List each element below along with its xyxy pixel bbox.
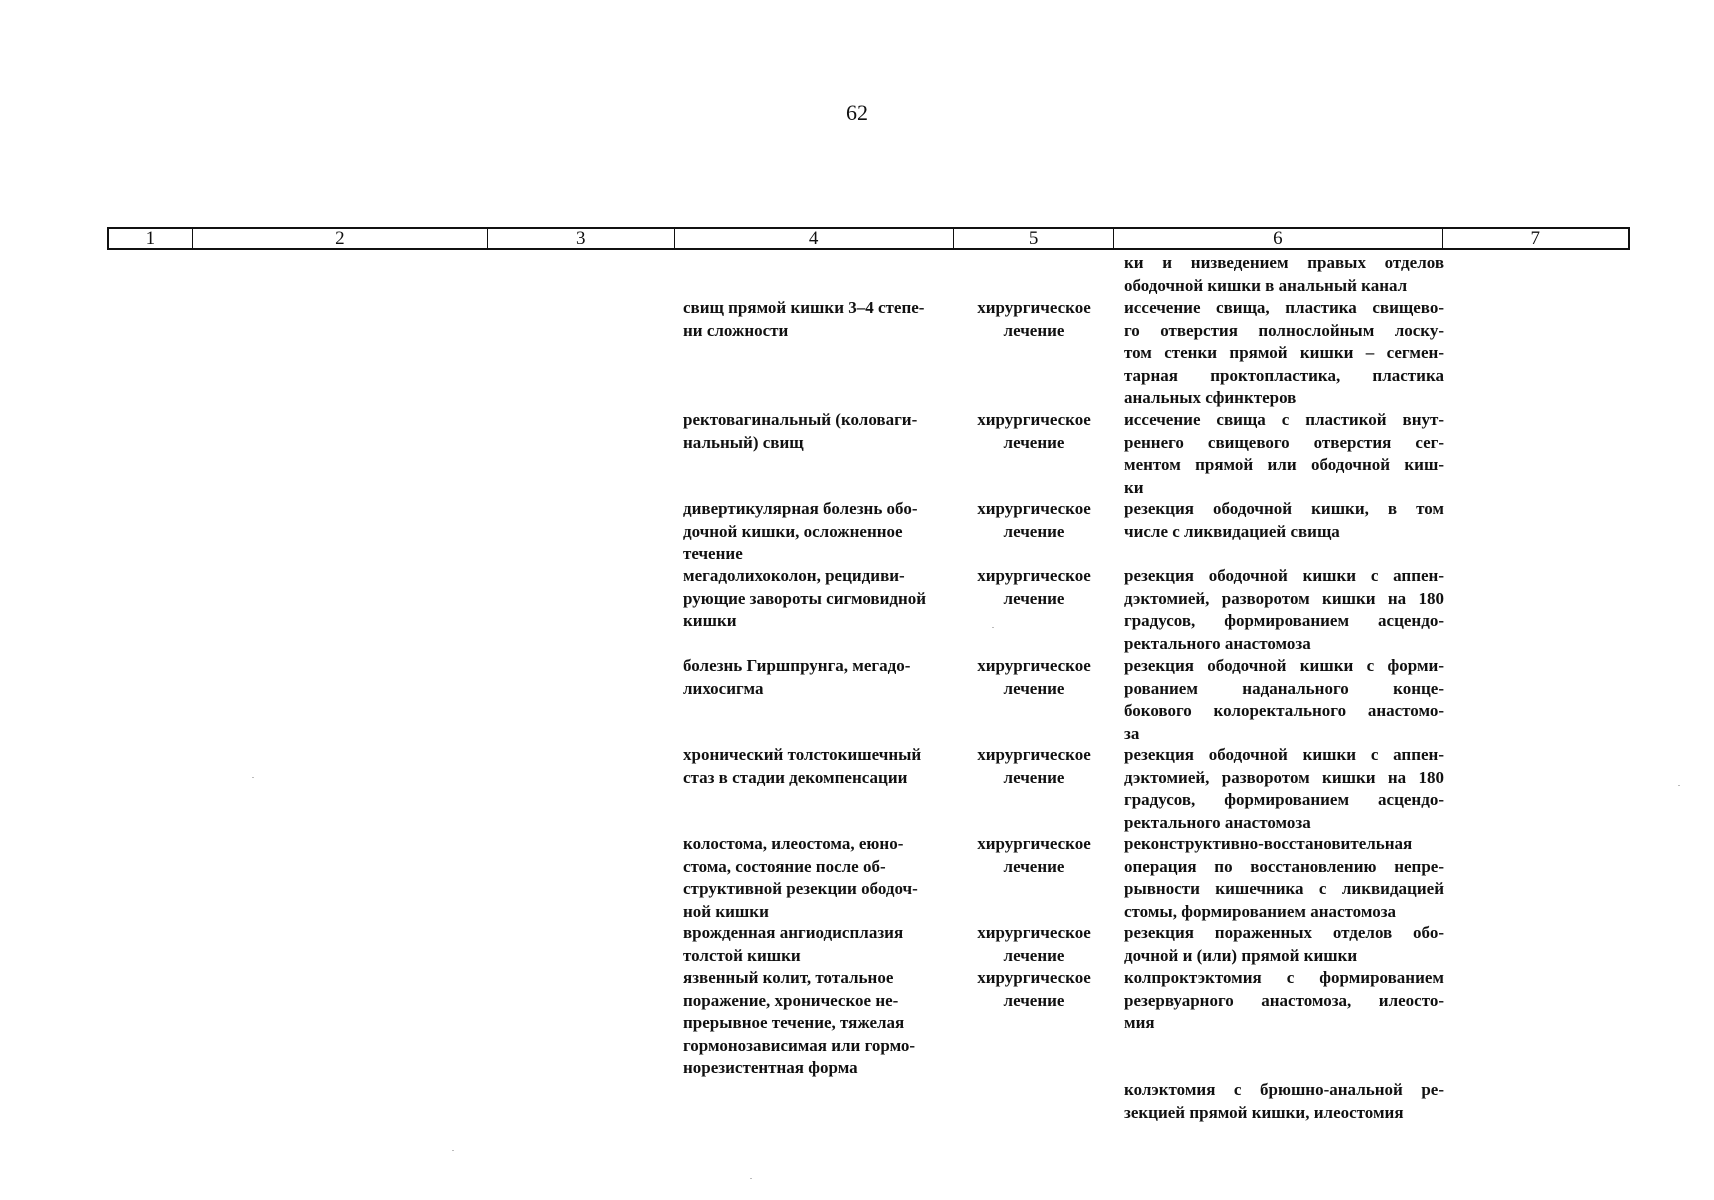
row-6-col4	[683, 744, 921, 789]
table-cell-line: врожденная ангиодисплазия	[683, 923, 904, 942]
table-cell-line: операция по восстановлению непре-	[1124, 856, 1444, 876]
table-cell-line: хирургическое	[977, 298, 1091, 317]
row-7-col5	[972, 833, 1096, 878]
table-cell-line: реннего свищевого отверстия сег-	[1124, 432, 1444, 452]
table-cell-line: рующие завороты сигмовидной	[683, 588, 927, 608]
table-cell-line: лечение	[1003, 432, 1065, 452]
table-cell-line: колэктомия с брюшно-анальной ре-	[1124, 1080, 1444, 1099]
row-4-col6	[1124, 565, 1444, 655]
table-cell-line: ректовагинальный (коловаги-	[683, 410, 918, 429]
table-cell-line: резекция ободочной кишки с аппен-	[1124, 745, 1444, 764]
table-cell-line: резекция пораженных отделов обо-	[1124, 923, 1444, 942]
table-cell-line: ректального анастомоза	[1124, 812, 1311, 832]
table-header	[107, 227, 1630, 250]
table-cell-line: дэктомией, разворотом кишки на 180	[1124, 767, 1444, 787]
table-cell-line: ни сложности	[683, 320, 789, 340]
table-cell-line: структивной резекции ободоч-	[683, 879, 918, 898]
table-cell-line: дивертикулярная болезнь обо-	[683, 499, 918, 518]
table-cell-line: резекция ободочной кишки с форми-	[1124, 656, 1444, 675]
row-8-col5	[972, 922, 1096, 967]
table-cell-line: тарная проктопластика, пластика	[1124, 365, 1444, 385]
row-6-col6	[1124, 744, 1444, 834]
table-cell-line: ной кишки	[683, 901, 769, 921]
row-10-col6	[1124, 1079, 1444, 1124]
table-cell-line: хирургическое	[977, 968, 1091, 987]
table-cell-line: хирургическое	[977, 499, 1091, 518]
table-cell-line: хирургическое	[977, 923, 1091, 942]
table-cell-line: резекция ободочной кишки, в том	[1124, 499, 1444, 518]
table-cell-line: бокового колоректального анастомо-	[1124, 701, 1444, 720]
table-cell-line: зекцией прямой кишки, илеостомия	[1124, 1102, 1404, 1122]
row-7-col6	[1124, 833, 1444, 923]
page-number: 62	[846, 100, 868, 125]
table-cell-line: дочной кишки, осложненное	[683, 521, 903, 541]
row-2-col6	[1124, 409, 1444, 499]
table-cell-line: резекция ободочной кишки с аппен-	[1124, 566, 1444, 585]
table-cell-line: лечение	[1003, 856, 1065, 876]
table-cell-line: стомы, формированием анастомоза	[1124, 901, 1397, 921]
table-cell-line: мегадолихоколон, рецидиви-	[683, 566, 905, 585]
table-cell-line: градусов, формированием асцендо-	[1124, 611, 1444, 630]
table-cell-line: том стенки прямой кишки – сегмен-	[1124, 343, 1444, 362]
table-cell-line: ки и низведением правых отделов	[1124, 253, 1444, 272]
table-cell-line: ментом прямой или ободочной киш-	[1124, 455, 1444, 474]
row-2-col5	[972, 409, 1096, 454]
header-col-5: 5	[954, 229, 1115, 248]
table-cell-line: язвенный колит, тотальное	[683, 968, 894, 987]
row-8-col6	[1124, 922, 1444, 967]
table-cell-line: дочной и (или) прямой кишки	[1124, 945, 1358, 965]
table-cell-line: градусов, формированием асцендо-	[1124, 790, 1444, 809]
table-cell-line: течение	[683, 544, 743, 563]
table-cell-line: хирургическое	[977, 834, 1091, 853]
row-1-col5	[972, 297, 1096, 342]
table-cell-line: ректального анастомоза	[1124, 633, 1311, 653]
table-cell-line: хронический толстокишечный	[683, 745, 922, 764]
table-cell-line: норезистентная форма	[683, 1058, 858, 1077]
table-cell-line: хирургическое	[977, 410, 1091, 429]
table-cell-line: толстой кишки	[683, 945, 801, 965]
table-cell-line: стаз в стадии декомпенсации	[683, 767, 908, 787]
table-cell-line: колпроктэктомия с формированием	[1124, 968, 1444, 987]
table-cell-line: рованием наданального конце-	[1124, 678, 1444, 698]
row-2-col4	[683, 409, 917, 454]
table-cell-line: болезнь Гиршпрунга, мегадо-	[683, 656, 911, 675]
table-cell-line: лечение	[1003, 945, 1065, 965]
row-5-col6	[1124, 655, 1444, 745]
table-cell-line: за	[1124, 723, 1140, 743]
table-cell-line: прерывное течение, тяжелая	[683, 1013, 905, 1032]
header-col-6: 6	[1114, 229, 1442, 248]
row-8-col4	[683, 922, 903, 967]
header-col-2: 2	[193, 229, 488, 248]
table-cell-line: го отверстия полнослойным лоску-	[1124, 320, 1444, 340]
table-cell-line: резервуарного анастомоза, илеосто-	[1124, 990, 1444, 1010]
table-cell-line: хирургическое	[977, 745, 1091, 764]
table-cell-line: иссечение свища с пластикой внут-	[1124, 410, 1444, 429]
header-col-4: 4	[675, 229, 954, 248]
table-cell-line: стома, состояние после об-	[683, 856, 886, 876]
table-cell-line: лечение	[1003, 320, 1065, 340]
row-9-col4	[683, 967, 915, 1080]
row-3-col5	[972, 498, 1096, 543]
row-5-col4	[683, 655, 910, 700]
table-cell-line: гормонозависимая или гормо-	[683, 1035, 916, 1055]
table-cell-line: лечение	[1003, 678, 1065, 698]
table-cell-line: анальных сфинктеров	[1124, 388, 1297, 407]
row-3-col4	[683, 498, 918, 566]
header-col-1: 1	[109, 229, 193, 248]
table-cell-line: лечение	[1003, 588, 1065, 608]
row-0-col6	[1124, 252, 1444, 297]
table-cell-line: лечение	[1003, 521, 1065, 541]
table-cell-line: хирургическое	[977, 656, 1091, 675]
row-4-col4	[683, 565, 926, 633]
row-5-col5	[972, 655, 1096, 700]
row-1-col6	[1124, 297, 1444, 410]
row-9-col5	[972, 967, 1096, 1012]
table-cell-line: хирургическое	[977, 566, 1091, 585]
table-cell-line: свищ прямой кишки 3–4 степе-	[683, 298, 925, 317]
table-cell-line: рывности кишечника с ликвидацией	[1124, 879, 1444, 898]
row-3-col6	[1124, 498, 1444, 543]
table-cell-line: нальный) свищ	[683, 432, 804, 452]
table-cell-line: лечение	[1003, 767, 1065, 787]
table-cell-line: кишки	[683, 611, 737, 630]
table-cell-line: лихосигма	[683, 678, 764, 698]
table-cell-line: колостома, илеостома, еюно-	[683, 834, 904, 853]
table-cell-line: мия	[1124, 1013, 1155, 1032]
table-cell-line: ки	[1124, 477, 1144, 497]
row-6-col5	[972, 744, 1096, 789]
header-col-7: 7	[1530, 228, 1540, 249]
row-7-col4	[683, 833, 918, 923]
table-cell-line: поражение, хроническое не-	[683, 990, 899, 1010]
header-col-3: 3	[488, 229, 675, 248]
row-9-col6	[1124, 967, 1444, 1035]
table-cell-line: дэктомией, разворотом кишки на 180	[1124, 588, 1444, 608]
table-cell-line: реконструктивно-восстановительная	[1124, 834, 1413, 853]
table-cell-line: иссечение свища, пластика свищево-	[1124, 298, 1444, 317]
row-1-col4	[683, 297, 924, 342]
table-cell-line: лечение	[1003, 990, 1065, 1010]
row-4-col5	[972, 565, 1096, 610]
table-cell-line: числе с ликвидацией свища	[1124, 521, 1340, 541]
table-cell-line: ободочной кишки в анальный канал	[1124, 275, 1408, 295]
